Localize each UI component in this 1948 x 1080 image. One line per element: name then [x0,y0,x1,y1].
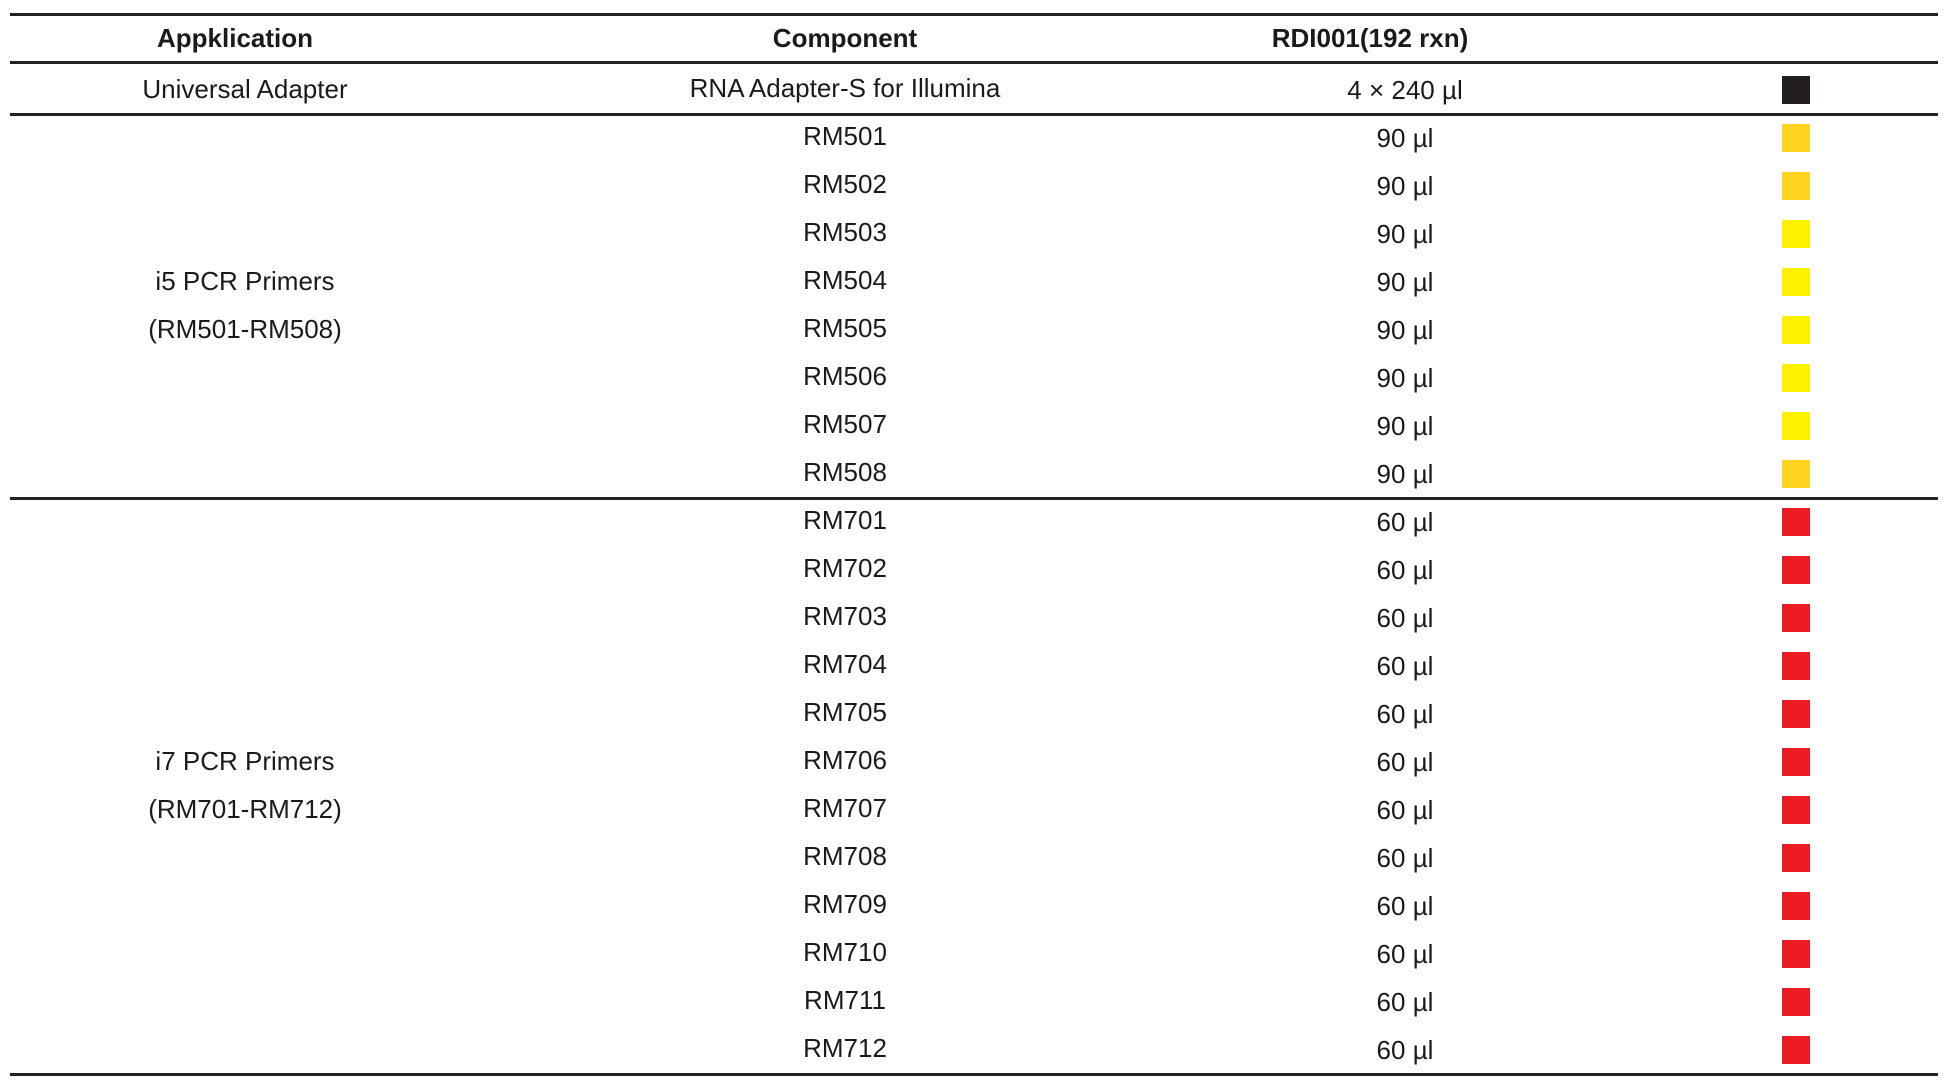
color-swatch [1782,412,1810,440]
component-cell: RNA Adapter-S for Illumina [689,73,1001,103]
color-swatch [1782,556,1810,584]
top-rule [10,13,1938,16]
header-application: Appklication [156,23,314,53]
component-cell: RM707 [803,793,887,823]
color-swatch [1782,700,1810,728]
volume-cell: 60 µl [1376,507,1434,537]
color-swatch [1782,124,1810,152]
color-swatch [1782,748,1810,776]
application-label: i7 PCR Primers [155,746,335,776]
component-cell: RM504 [803,265,887,295]
component-cell: RM502 [803,169,887,199]
color-swatch [1782,1036,1810,1064]
volume-cell: 90 µl [1376,411,1434,441]
component-cell: RM702 [803,553,887,583]
color-swatch [1782,316,1810,344]
component-cell: RM503 [803,217,887,247]
volume-cell: 60 µl [1376,747,1434,777]
component-cell: RM708 [803,841,887,871]
volume-cell: 60 µl [1376,1035,1434,1065]
component-cell: RM705 [803,697,887,727]
volume-cell: 4 × 240 µl [1347,75,1463,105]
volume-cell: 60 µl [1376,699,1434,729]
color-swatch [1782,508,1810,536]
component-cell: RM706 [803,745,887,775]
component-cell: RM507 [803,409,887,439]
volume-cell: 60 µl [1376,843,1434,873]
application-label: (RM701-RM712) [148,794,342,824]
component-cell: RM711 [804,985,886,1015]
application-label: (RM501-RM508) [148,314,342,344]
color-swatch [1782,604,1810,632]
component-cell: RM709 [803,889,887,919]
volume-cell: 60 µl [1376,555,1434,585]
volume-cell: 60 µl [1376,939,1434,969]
volume-cell: 60 µl [1376,795,1434,825]
header-rule [10,61,1938,64]
color-swatch [1782,988,1810,1016]
color-swatch [1782,460,1810,488]
component-cell: RM704 [803,649,887,679]
component-cell: RM710 [803,937,887,967]
component-cell: RM506 [803,361,887,391]
volume-cell: 60 µl [1376,987,1434,1017]
volume-cell: 90 µl [1376,123,1434,153]
color-swatch [1782,364,1810,392]
component-cell: RM505 [803,313,887,343]
group-rule [10,497,1938,500]
group-rule [10,113,1938,116]
volume-cell: 60 µl [1376,651,1434,681]
color-swatch [1782,796,1810,824]
color-swatch [1782,76,1810,104]
header-kit: RDI001(192 rxn) [1271,23,1469,53]
component-cell: RM701 [803,505,887,535]
volume-cell: 60 µl [1376,891,1434,921]
application-label: i5 PCR Primers [155,266,335,296]
header-component: Component [772,23,918,53]
component-cell: RM703 [803,601,887,631]
volume-cell: 90 µl [1376,219,1434,249]
color-swatch [1782,220,1810,248]
volume-cell: 90 µl [1376,267,1434,297]
color-swatch [1782,940,1810,968]
color-swatch [1782,844,1810,872]
group-rule [10,1073,1938,1076]
component-cell: RM508 [803,457,887,487]
component-cell: RM712 [803,1033,887,1063]
color-swatch [1782,268,1810,296]
volume-cell: 90 µl [1376,363,1434,393]
color-swatch [1782,652,1810,680]
component-cell: RM501 [803,121,887,151]
volume-cell: 90 µl [1376,315,1434,345]
application-label: Universal Adapter [142,74,348,104]
volume-cell: 90 µl [1376,459,1434,489]
color-swatch [1782,172,1810,200]
volume-cell: 90 µl [1376,171,1434,201]
volume-cell: 60 µl [1376,603,1434,633]
color-swatch [1782,892,1810,920]
